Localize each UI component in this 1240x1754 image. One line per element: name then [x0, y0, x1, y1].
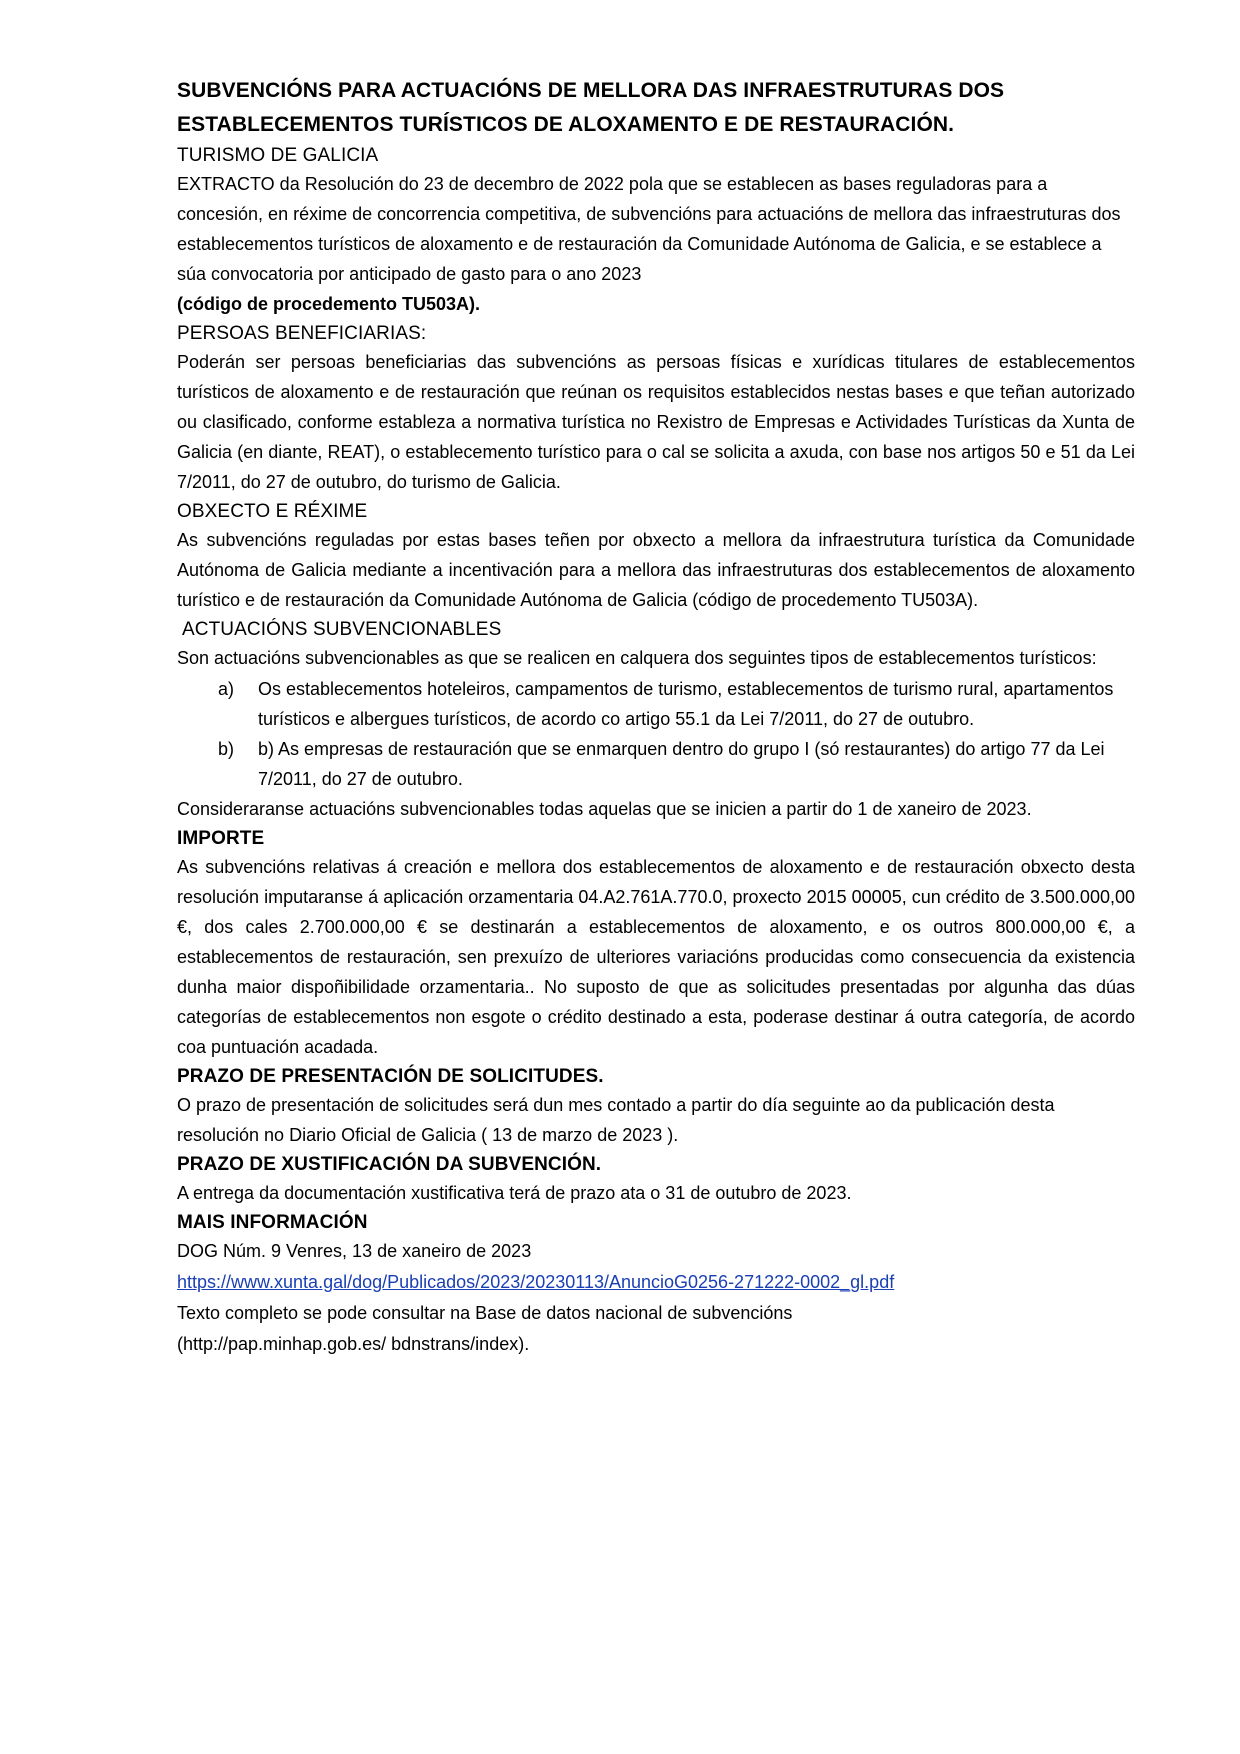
- dog-pdf-link[interactable]: https://www.xunta.gal/dog/Publicados/2023/20230113/AnuncioG0256-271222-0002_gl.pdf: [177, 1272, 895, 1292]
- object-paragraph: As subvencións reguladas por estas bases teñen por obxecto a mellora da infraestrutura turística da Comunidade Autónoma de Galicia mediante a incentivación para a mellora das infraestruturas dos establecementos de aloxamento turístico e de restauración da Comunidade Autónoma de Galicia (código de procedemento TU503A).: [177, 530, 1135, 610]
- list-item: [177, 674, 1135, 734]
- extract-text: EXTRACTO da Resolución do 23 de decembro de 2022 pola que se establecen as bases reguladoras para a concesión, en réxime de concorrencia competitiva, de subvencións para actuacións de mellora das infraestruturas dos establecementos turísticos de aloxamento e de restauración da Comunidade Autónoma de Galicia, e se establece a súa convocatoria por anticipado de gasto para o ano 2023: [177, 174, 1121, 284]
- full-text-line-1: Texto completo se pode consultar na Base de datos nacional de subvencións: [177, 1303, 793, 1323]
- actions-list: [177, 674, 1135, 794]
- application-period-paragraph: O prazo de presentación de solicitudes será dun mes contado a partir do día seguinte ao da publicación desta resolución no Diario Oficial de Galicia ( 13 de marzo de 2023 ).: [177, 1095, 1055, 1145]
- procedure-code: (código de procedemento TU503A).: [177, 294, 481, 314]
- link-line: [177, 1267, 1135, 1297]
- actions-closing: Consideraranse actuacións subvencionables todas aquelas que se inicien a partir do 1 de xaneiro de 2023.: [177, 799, 1032, 819]
- actions-intro: Son actuacións subvencionables as que se realicen en calquera dos seguintes tipos de establecementos turísticos:: [177, 648, 1097, 668]
- amount-heading: IMPORTE: [177, 828, 265, 849]
- justification-period-paragraph: A entrega da documentación xustificativa terá de prazo ata o 31 de outubro de 2023.: [177, 1183, 852, 1203]
- dog-reference: DOG Núm. 9 Venres, 13 de xaneiro de 2023: [177, 1241, 532, 1261]
- application-period-heading: PRAZO DE PRESENTACIÓN DE SOLICITUDES.: [177, 1066, 604, 1087]
- list-marker: a): [218, 679, 235, 699]
- list-item: [177, 734, 1135, 794]
- list-item-text: Os establecementos hoteleiros, campamentos de turismo, establecementos de turismo rural, apartamentos turísticos e albergues turísticos, de acordo co artigo 55.1 da Lei 7/2011, do 27 de outubro.: [258, 679, 1114, 729]
- amount-paragraph: As subvencións relativas á creación e mellora dos establecementos de aloxamento e de restauración obxecto desta resolución imputaranse á aplicación orzamentaria 04.A2.761A.770.0, proxecto 2015 00005, cun crédito de 3.500.000,00 €, dos cales 2.700.000,00 € se destinarán a establecementos de aloxamento, e os outros 800.000,00 €, a establecementos de restauración, sen prexuízo de ulteriores variacións producidas como consecuencia da existencia dunha maior dispoñibilidade orzamentaria.. No suposto de que as solicitudes presentadas por algunha das dúas categorías de establecementos non esgote o crédito destinado a esta, poderase destinar á outra categoría, de acordo coa puntuación acadada.: [177, 857, 1135, 1057]
- actions-heading: ACTUACIÓNS SUBVENCIONABLES: [182, 619, 502, 640]
- justification-period-heading: PRAZO DE XUSTIFICACIÓN DA SUBVENCIÓN.: [177, 1154, 602, 1175]
- beneficiaries-heading: PERSOAS BENEFICIARIAS:: [177, 323, 427, 344]
- document-title-line-1: SUBVENCIÓNS PARA ACTUACIÓNS DE MELLORA DAS INFRAESTRUTURAS DOS: [177, 79, 1005, 102]
- more-info-heading: MAIS INFORMACIÓN: [177, 1212, 368, 1233]
- beneficiaries-paragraph: Poderán ser persoas beneficiarias das subvencións as persoas físicas e xurídicas titulares de establecementos turísticos de aloxamento e de restauración que reúnan os requisitos establecidos nestas bases e que teñan autorizado ou clasificado, conforme estableza a normativa turística no Rexistro de Empresas e Actividades Turísticas da Xunta de Galicia (en diante, REAT), o establecemento turístico para o cal se solicita a axuda, con base nos artigos 50 e 51 da Lei 7/2011, do 27 de outubro, do turismo de Galicia.: [177, 352, 1135, 492]
- full-text-line-2: (http://pap.minhap.gob.es/ bdnstrans/index).: [177, 1334, 530, 1354]
- extract-paragraph: [177, 169, 1135, 319]
- document-title-line-2: ESTABLECEMENTOS TURÍSTICOS DE ALOXAMENTO E DE RESTAURACIÓN.: [177, 113, 955, 136]
- document-body: [177, 74, 1135, 1360]
- organization-heading: TURISMO DE GALICIA: [177, 145, 379, 166]
- object-heading: OBXECTO E RÉXIME: [177, 501, 368, 522]
- list-marker: b): [218, 739, 235, 759]
- list-item-text: b) As empresas de restauración que se enmarquen dentro do grupo I (só restaurantes) do artigo 77 da Lei 7/2011, do 27 de outubro.: [258, 739, 1105, 789]
